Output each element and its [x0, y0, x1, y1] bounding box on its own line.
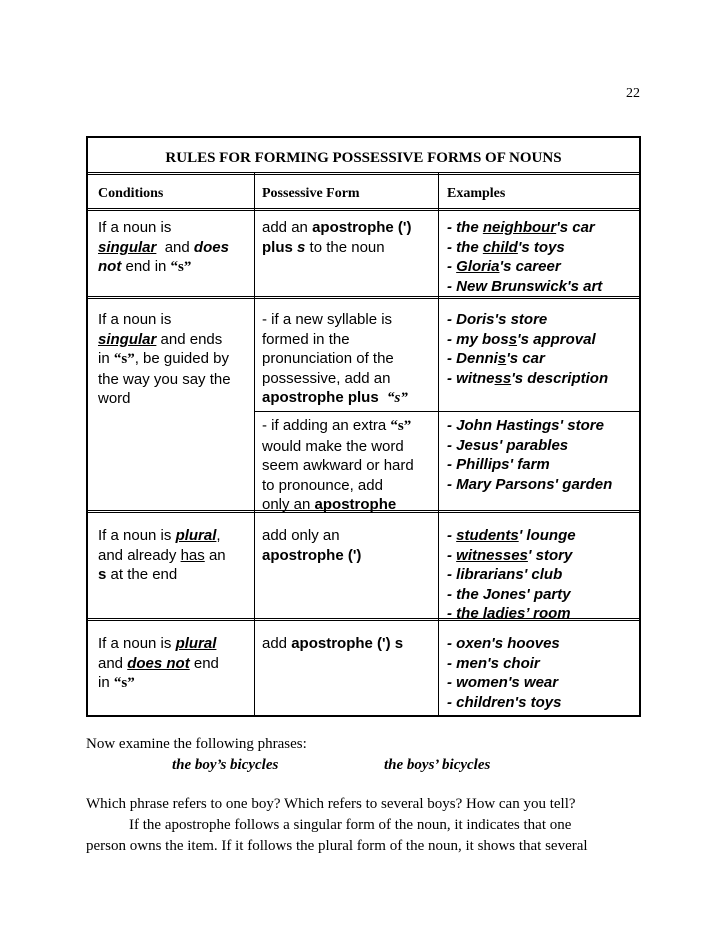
question-sentence: Which phrase refers to one boy? Which refers to several boys? How can you tell? [86, 796, 576, 812]
row2-condition: If a noun is singular and ends in “s”, be guided by the way you say the word [98, 311, 231, 407]
example-item: - Gloria's career [447, 258, 561, 275]
header-possessive-form: Possessive Form [262, 186, 360, 201]
example-item: - my boss's approval [447, 330, 596, 348]
row3-form: add only an apostrophe (') [262, 527, 362, 564]
row2-examples-b [447, 416, 612, 494]
row4-examples [447, 634, 561, 712]
column-divider-1 [254, 172, 255, 715]
example-item: - John Hastings' store [447, 417, 604, 434]
row2-form-b: - if adding an extra “s” would make the word seem awkward or hard to pronounce, add only an apostrophe [262, 417, 414, 513]
example-item: - the neighbour's car [447, 219, 595, 236]
phrase-singular: the boy’s bicycles [172, 757, 279, 773]
example-item: - the child's toys [447, 238, 565, 256]
row3-condition: If a noun is plural, and already has an s at the end [98, 527, 226, 583]
header-divider [88, 208, 639, 211]
explanation-line-2: person owns the item. If it follows the plural form of the noun, it shows that several [86, 838, 588, 854]
title-divider [88, 172, 639, 175]
example-item: - Mary Parsons' garden [447, 475, 613, 493]
example-item: - Phillips' farm [447, 456, 550, 473]
example-item: - Jesus' parables [447, 436, 569, 454]
example-item: - oxen's hooves [447, 635, 560, 652]
example-item: - witness's description [447, 369, 609, 387]
example-item: - librarians' club [447, 566, 563, 583]
header-conditions: Conditions [98, 186, 164, 201]
page-number: 22 [626, 86, 640, 101]
example-item: - the Jones' party [447, 585, 571, 603]
example-item: - Doris's store [447, 311, 548, 328]
row4-form: add apostrophe (') s [262, 635, 404, 652]
intro-sentence: Now examine the following phrases: [86, 736, 307, 752]
example-item: - children's toys [447, 693, 562, 711]
row2-form-a: - if a new syllable is formed in the pronunciation of the possessive, add an apostrophe plus “s” [262, 311, 408, 406]
table-title: RULES FOR FORMING POSSESSIVE FORMS OF NOUNS [165, 150, 562, 166]
example-item: - New Brunswick's art [447, 277, 603, 295]
row1-examples [447, 218, 602, 296]
explanation-line-1: If the apostrophe follows a singular form of the noun, it indicates that one [129, 817, 572, 833]
row1-form: add an apostrophe (') plus s to the noun [262, 219, 412, 256]
example-item: - witnesses' story [447, 546, 573, 564]
row3-examples [447, 526, 576, 624]
row1-condition: If a noun is singular and does not end in “s” [98, 219, 229, 275]
example-item: - women's wear [447, 674, 559, 691]
example-item: - students' lounge [447, 527, 576, 544]
row2-examples-a [447, 310, 608, 388]
possessive-rules-table [86, 136, 641, 717]
row4-condition: If a noun is plural and does not end in “s” [98, 635, 219, 691]
column-divider-2 [438, 172, 439, 715]
header-examples: Examples [447, 186, 506, 201]
row-divider-1 [88, 296, 639, 299]
example-item: - Dennis's car [447, 350, 545, 367]
phrase-plural: the boys’ bicycles [384, 757, 491, 773]
row-subdivider [254, 411, 639, 412]
example-item: - the ladies’ room [447, 605, 571, 622]
example-item: - men's choir [447, 654, 540, 672]
